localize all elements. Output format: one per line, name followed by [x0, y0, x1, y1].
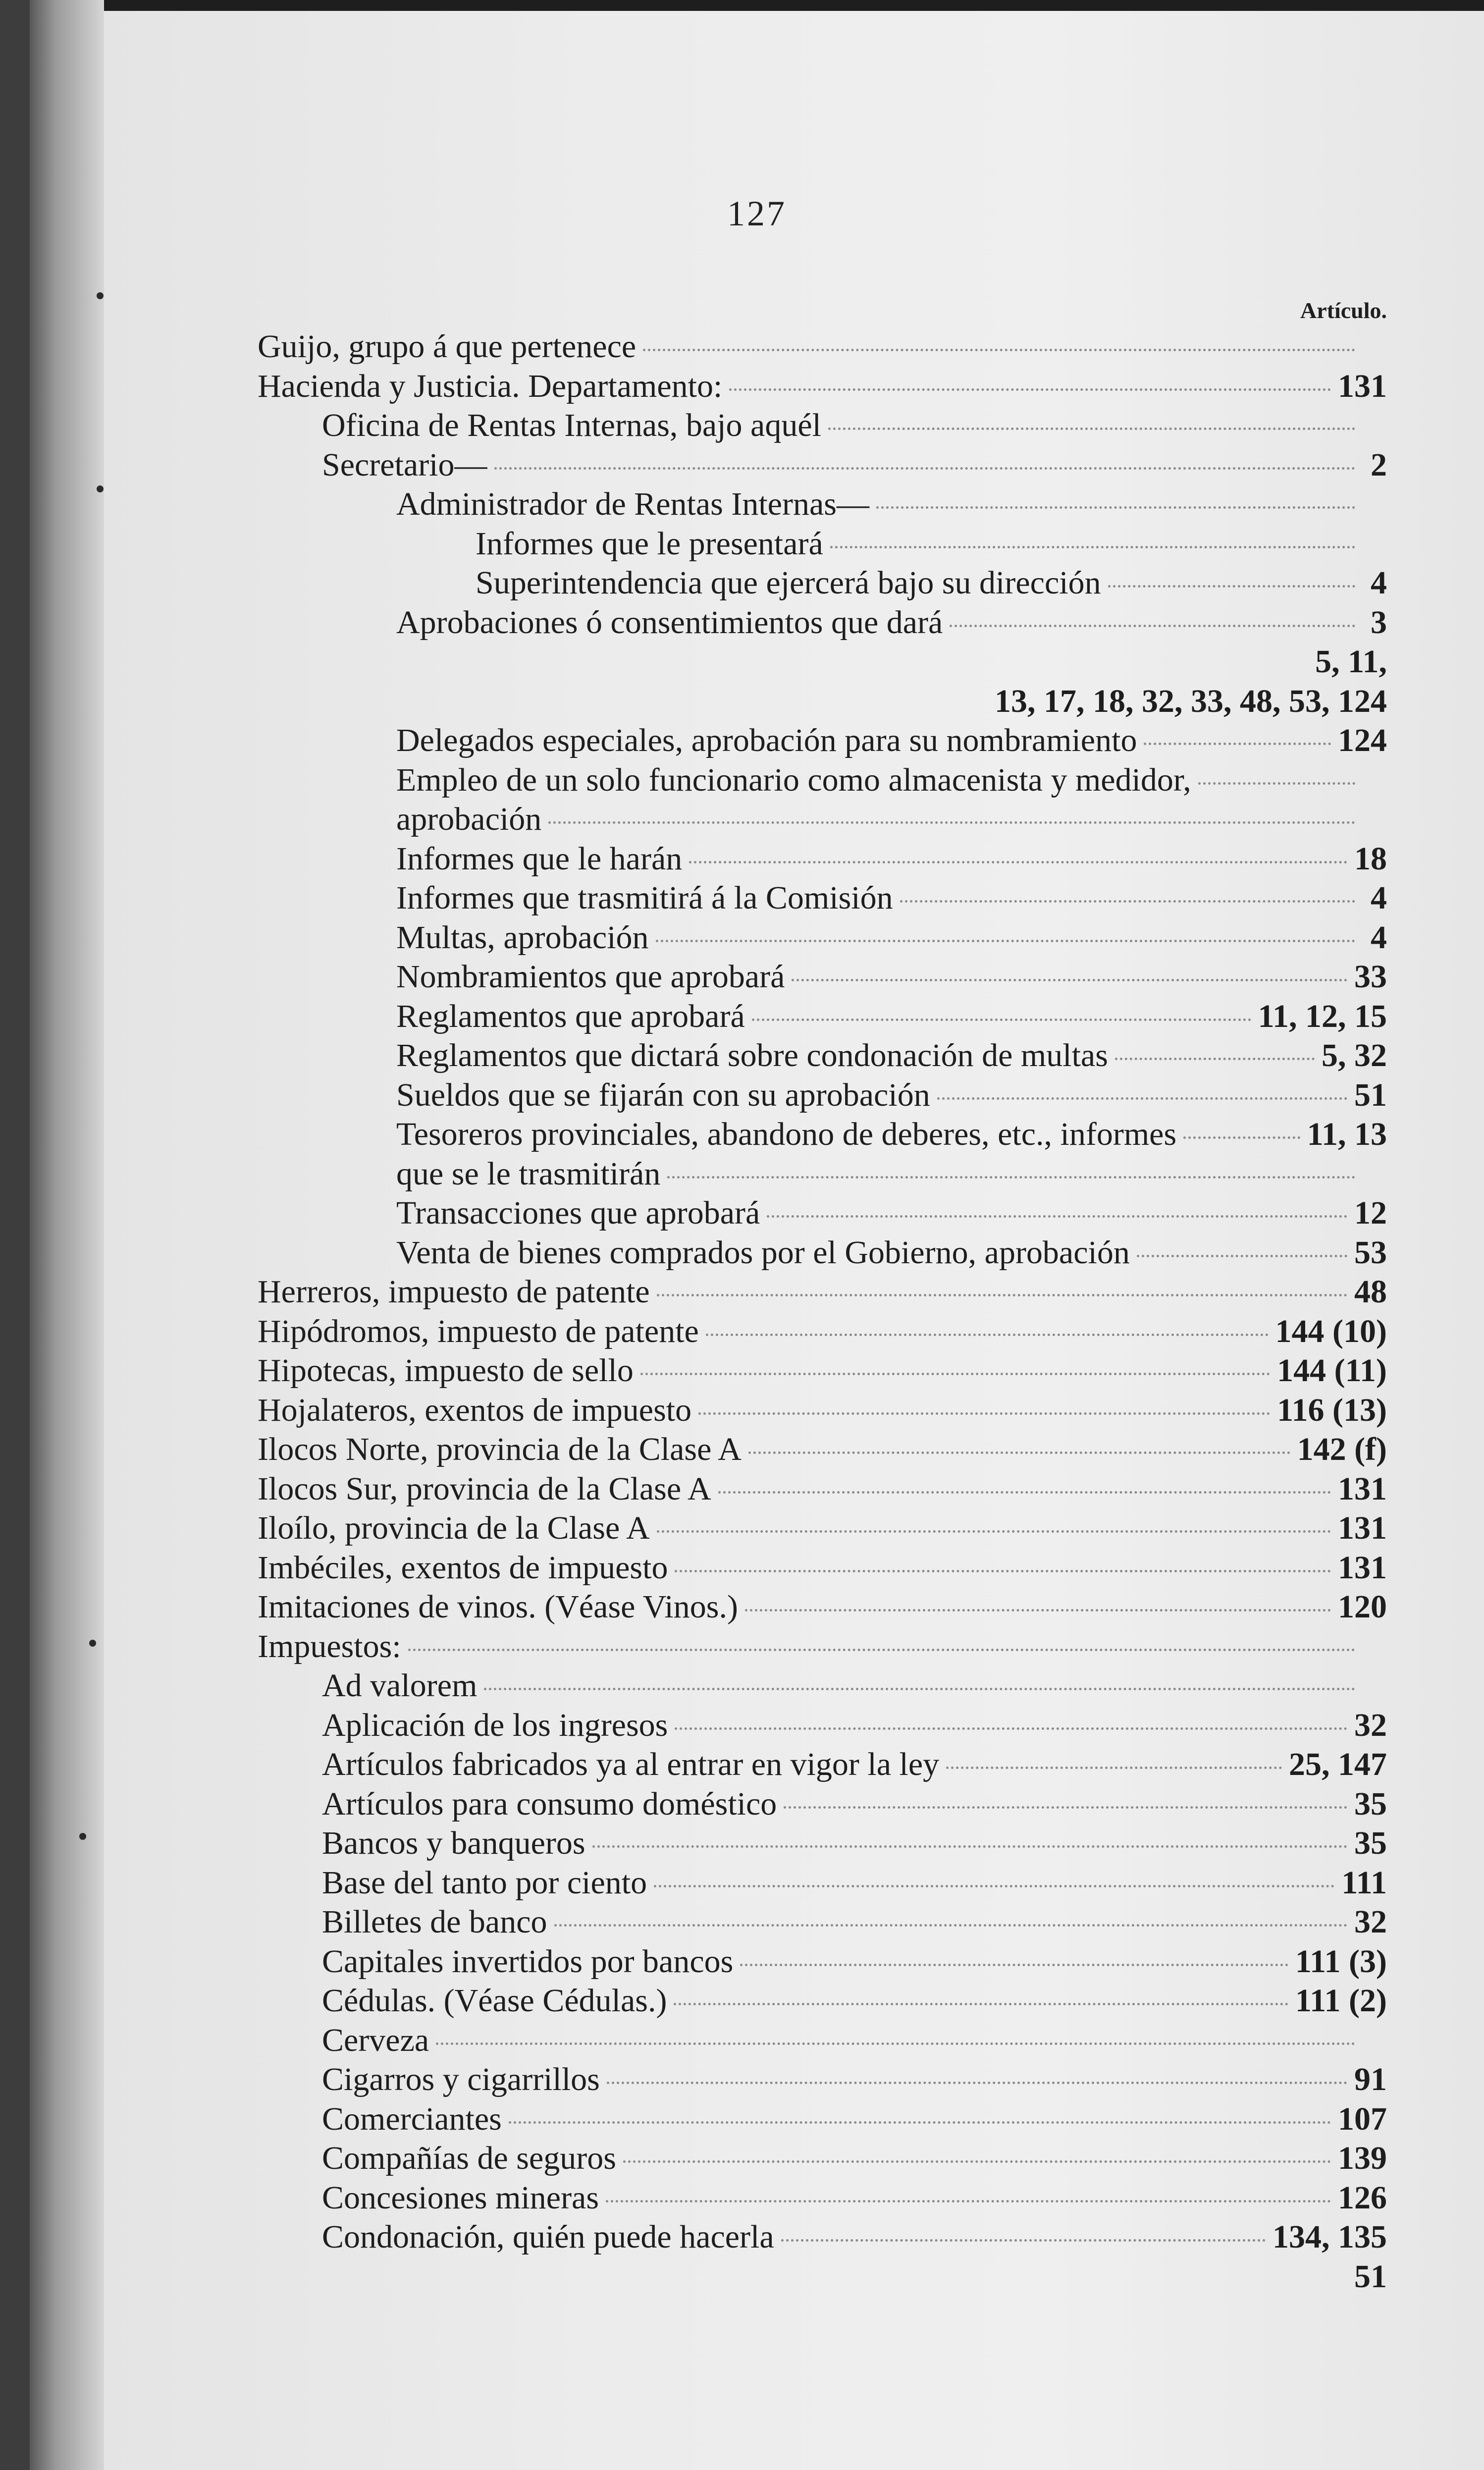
- index-entry: [248, 1548, 1387, 1588]
- entry-label: Guijo, grupo á que pertenece: [258, 328, 636, 365]
- entry-article-number: 35: [1354, 1785, 1387, 1822]
- dot-leader: [654, 1885, 1334, 1887]
- dot-leader: [554, 1924, 1347, 1927]
- entry-article-number: 131: [1338, 1470, 1387, 1507]
- index-entry: [248, 878, 1387, 918]
- dot-leader: [408, 1649, 1355, 1651]
- entry-label: Multas, aprobación: [396, 919, 649, 956]
- entry-article-number: 51: [1354, 1076, 1387, 1113]
- entry-label: Condonación, quién puede hacerla: [322, 2219, 774, 2255]
- dot-leader: [718, 1491, 1331, 1494]
- entry-article-number: 111 (2): [1295, 1983, 1387, 2019]
- entry-label: Superintendencia que ejercerá bajo su dirección: [476, 565, 1101, 601]
- entry-article-number: 126: [1338, 2179, 1387, 2216]
- index-entry: [248, 1391, 1387, 1430]
- entry-label: Herreros, impuesto de patente: [258, 1274, 650, 1310]
- index-entry: [248, 1981, 1387, 2021]
- dot-leader: [698, 1412, 1270, 1415]
- entry-label: Nombramientos que aprobará: [396, 959, 785, 995]
- entry-label: Aplicación de los ingresos: [322, 1707, 668, 1743]
- entry-article-number: 120: [1338, 1589, 1387, 1625]
- index-entry: [248, 2139, 1387, 2178]
- dot-leader: [509, 2121, 1331, 2124]
- entry-article-number: 33: [1354, 959, 1387, 995]
- entry-article-number: 111: [1341, 1864, 1387, 1901]
- index-entry: [248, 367, 1387, 406]
- dot-leader: [937, 1097, 1347, 1100]
- entry-article-number: 48: [1354, 1274, 1387, 1310]
- index-entry: [248, 484, 1387, 524]
- entry-article-number: 107: [1338, 2100, 1387, 2137]
- entry-article-number: 35: [1354, 1825, 1387, 1861]
- dot-leader: [706, 1334, 1269, 1336]
- entry-article-number: 5, 11,: [1315, 644, 1387, 680]
- dot-leader: [592, 1845, 1347, 1848]
- entry-label: Billetes de banco: [322, 1904, 547, 1940]
- index-entry: [248, 642, 1387, 682]
- dot-leader: [876, 506, 1355, 509]
- index-entry: [248, 1193, 1387, 1233]
- entry-label: Administrador de Rentas Internas—: [396, 486, 869, 522]
- dot-leader: [745, 1609, 1331, 1611]
- entry-label: Artículos para consumo doméstico: [322, 1785, 777, 1822]
- index-entry: [248, 1508, 1387, 1548]
- entry-label: Compañías de seguros: [322, 2140, 616, 2176]
- margin-bullet: [79, 1833, 86, 1840]
- entry-label: Venta de bienes comprados por el Gobierno, aprobación: [396, 1234, 1130, 1271]
- index-entry: [248, 1272, 1387, 1312]
- dot-leader: [1144, 743, 1331, 745]
- entry-article-number: 4: [1371, 919, 1387, 956]
- dot-leader: [667, 1176, 1355, 1179]
- index-entry: [248, 1666, 1387, 1706]
- index-entry: [248, 839, 1387, 879]
- index-entry: [248, 563, 1387, 603]
- entry-label: Cerveza: [322, 2022, 429, 2058]
- index-entry: [248, 2021, 1387, 2060]
- index-entry: [248, 1942, 1387, 1982]
- index-entry: [248, 445, 1387, 485]
- entry-article-number: 111 (3): [1295, 1943, 1387, 1980]
- index-entry: [248, 1587, 1387, 1627]
- index-entries: [248, 327, 1387, 2296]
- dot-leader: [900, 900, 1355, 903]
- entry-article-number: 25, 147: [1289, 1746, 1387, 1782]
- index-entry: [248, 1706, 1387, 1745]
- dot-leader: [1183, 1136, 1300, 1139]
- dot-leader: [494, 467, 1355, 470]
- index-entry: [248, 957, 1387, 997]
- entry-article-number: 134, 135: [1272, 2219, 1387, 2255]
- index-entry: [248, 760, 1387, 800]
- entry-label: Informes que le harán: [396, 840, 683, 877]
- entry-label: Hipotecas, impuesto de sello: [258, 1352, 634, 1389]
- entry-article-number: 32: [1354, 1707, 1387, 1743]
- index-entry: [248, 800, 1387, 839]
- entry-label: Transacciones que aprobará: [396, 1195, 760, 1231]
- index-entry: [248, 2217, 1387, 2257]
- column-header-articulo: Artículo.: [1300, 298, 1387, 323]
- index-entry: [248, 1430, 1387, 1469]
- margin-bullet: [97, 292, 104, 299]
- dot-leader: [674, 2003, 1288, 2005]
- entry-label: Tesoreros provinciales, abandono de deberes, etc., informes: [396, 1116, 1177, 1152]
- dot-leader: [1137, 1255, 1347, 1257]
- index-entry: [248, 1745, 1387, 1784]
- entry-label: Hacienda y Justicia. Departamento:: [258, 368, 723, 404]
- index-entry: [248, 1115, 1387, 1154]
- index-entry: [248, 721, 1387, 760]
- index-entry: [248, 406, 1387, 445]
- dot-leader: [1198, 782, 1355, 785]
- entry-article-number: 2: [1371, 446, 1387, 483]
- entry-article-number: 18: [1354, 840, 1387, 877]
- dot-leader: [623, 2160, 1331, 2163]
- dot-leader: [1108, 585, 1355, 588]
- entry-label: Sueldos que se fijarán con su aprobación: [396, 1076, 930, 1113]
- entry-label: Concesiones mineras: [322, 2179, 599, 2216]
- dot-leader: [1115, 1058, 1315, 1060]
- entry-label: Reglamentos que aprobará: [396, 998, 745, 1034]
- page-number: 127: [727, 194, 787, 233]
- index-entry: [248, 1154, 1387, 1194]
- book-spine-shadow: [30, 0, 104, 2470]
- index-entry: [248, 1469, 1387, 1509]
- entry-article-number: 53: [1354, 1234, 1387, 1271]
- margin-bullet: [97, 485, 104, 492]
- entry-label: Artículos fabricados ya al entrar en vigor la ley: [322, 1746, 940, 1782]
- entry-label: Ilocos Sur, provincia de la Clase A: [258, 1470, 711, 1507]
- index-entry: [248, 2099, 1387, 2139]
- entry-article-number: 11, 13: [1307, 1116, 1387, 1152]
- scan-top-shadow: [30, 0, 1484, 11]
- entry-article-number: 4: [1371, 880, 1387, 916]
- entry-article-number: 4: [1371, 565, 1387, 601]
- entry-label: Base del tanto por ciento: [322, 1864, 647, 1901]
- dot-leader: [946, 1767, 1282, 1769]
- index-entry: [248, 1075, 1387, 1115]
- dot-leader: [792, 979, 1347, 981]
- index-entry: [248, 1312, 1387, 1351]
- dot-leader: [675, 1570, 1331, 1572]
- entry-article-number: 116 (13): [1277, 1392, 1387, 1428]
- entry-article-number: 91: [1354, 2061, 1387, 2097]
- entry-label: Hipódromos, impuesto de patente: [258, 1313, 699, 1349]
- entry-label: aprobación: [396, 801, 542, 837]
- index-entry: [248, 997, 1387, 1036]
- index-entry: [248, 1902, 1387, 1942]
- entry-label: Cigarros y cigarrillos: [322, 2061, 600, 2097]
- entry-article-number: 131: [1338, 1510, 1387, 1546]
- entry-label: Aprobaciones ó consentimientos que dará: [396, 604, 943, 641]
- dot-leader: [643, 349, 1355, 351]
- index-entry: [248, 1627, 1387, 1666]
- entry-article-number: 12: [1354, 1195, 1387, 1231]
- dot-leader: [484, 1688, 1355, 1690]
- entry-article-number: 131: [1338, 368, 1387, 404]
- dot-leader: [436, 2042, 1355, 2045]
- entry-article-number: 124: [1338, 722, 1387, 758]
- dot-leader: [740, 1964, 1288, 1966]
- margin-bullet: [89, 1640, 96, 1647]
- index-entry: [248, 918, 1387, 958]
- dot-leader: [640, 1373, 1270, 1375]
- entry-article-number: 131: [1338, 1549, 1387, 1586]
- entry-label: Bancos y banqueros: [322, 1825, 585, 1861]
- entry-label: Informes que le presentará: [476, 525, 823, 562]
- book-page: [30, 0, 1484, 2470]
- entry-label: Ilocos Norte, provincia de la Clase A: [258, 1431, 742, 1467]
- index-entry: [248, 2178, 1387, 2218]
- entry-article-number: 144 (10): [1275, 1313, 1387, 1349]
- index-entry: [248, 1351, 1387, 1391]
- entry-article-number: 142 (f): [1297, 1431, 1387, 1467]
- index-entry: [248, 1863, 1387, 1903]
- index-entry: [248, 603, 1387, 643]
- index-entry: [248, 524, 1387, 564]
- index-entry: [248, 2257, 1387, 2297]
- index-entry: [248, 327, 1387, 367]
- entry-label: Capitales invertidos por bancos: [322, 1943, 734, 1980]
- dot-leader: [606, 2200, 1331, 2202]
- dot-leader: [548, 821, 1355, 824]
- dot-leader: [689, 861, 1347, 863]
- dot-leader: [729, 388, 1331, 391]
- entry-article-number: 11, 12, 15: [1258, 998, 1387, 1034]
- entry-label: Impuestos:: [258, 1628, 401, 1665]
- entry-label: Iloílo, provincia de la Clase A: [258, 1510, 650, 1546]
- entry-label: Hojalateros, exentos de impuesto: [258, 1392, 692, 1428]
- entry-label: Imitaciones de vinos. (Véase Vinos.): [258, 1589, 738, 1625]
- entry-label: Imbéciles, exentos de impuesto: [258, 1549, 668, 1586]
- entry-article-number: 51: [1354, 2258, 1387, 2295]
- index-entry: [248, 1784, 1387, 1824]
- dot-leader: [950, 625, 1355, 627]
- entry-label: Oficina de Rentas Internas, bajo aquél: [322, 407, 821, 443]
- entry-label: Informes que trasmitirá á la Comisión: [396, 880, 893, 916]
- entry-article-number: 32: [1354, 1904, 1387, 1940]
- dot-leader: [657, 1530, 1331, 1533]
- entry-article-number: 13, 17, 18, 32, 33, 48, 53, 124: [995, 683, 1387, 719]
- index-entry: [248, 2060, 1387, 2099]
- index-entry: [248, 1233, 1387, 1273]
- entry-label: Ad valorem: [322, 1667, 477, 1704]
- dot-leader: [675, 1727, 1347, 1730]
- dot-leader: [607, 2082, 1347, 2084]
- index-entry: [248, 1036, 1387, 1075]
- index-entry: [248, 682, 1387, 721]
- dot-leader: [784, 1806, 1347, 1809]
- entry-label: Reglamentos que dictará sobre condonación de multas: [396, 1037, 1108, 1074]
- entry-label: Cédulas. (Véase Cédulas.): [322, 1983, 667, 2019]
- entry-label: Secretario—: [322, 446, 487, 483]
- dot-leader: [657, 1294, 1347, 1296]
- dot-leader: [781, 2239, 1266, 2242]
- dot-leader: [656, 940, 1355, 942]
- entry-article-number: 139: [1338, 2140, 1387, 2176]
- dot-leader: [748, 1451, 1290, 1454]
- entry-label: Comerciantes: [322, 2100, 502, 2137]
- entry-label: Delegados especiales, aprobación para su nombramiento: [396, 722, 1137, 758]
- dot-leader: [767, 1215, 1347, 1218]
- entry-article-number: 5, 32: [1322, 1037, 1387, 1074]
- dot-leader: [828, 428, 1355, 430]
- dot-leader: [752, 1019, 1251, 1021]
- dot-leader: [830, 546, 1355, 548]
- entry-label: que se le trasmitirán: [396, 1155, 661, 1192]
- index-entry: [248, 1824, 1387, 1863]
- entry-article-number: 3: [1371, 604, 1387, 641]
- entry-article-number: 144 (11): [1277, 1352, 1387, 1389]
- entry-label: Empleo de un solo funcionario como almacenista y medidor,: [396, 761, 1191, 798]
